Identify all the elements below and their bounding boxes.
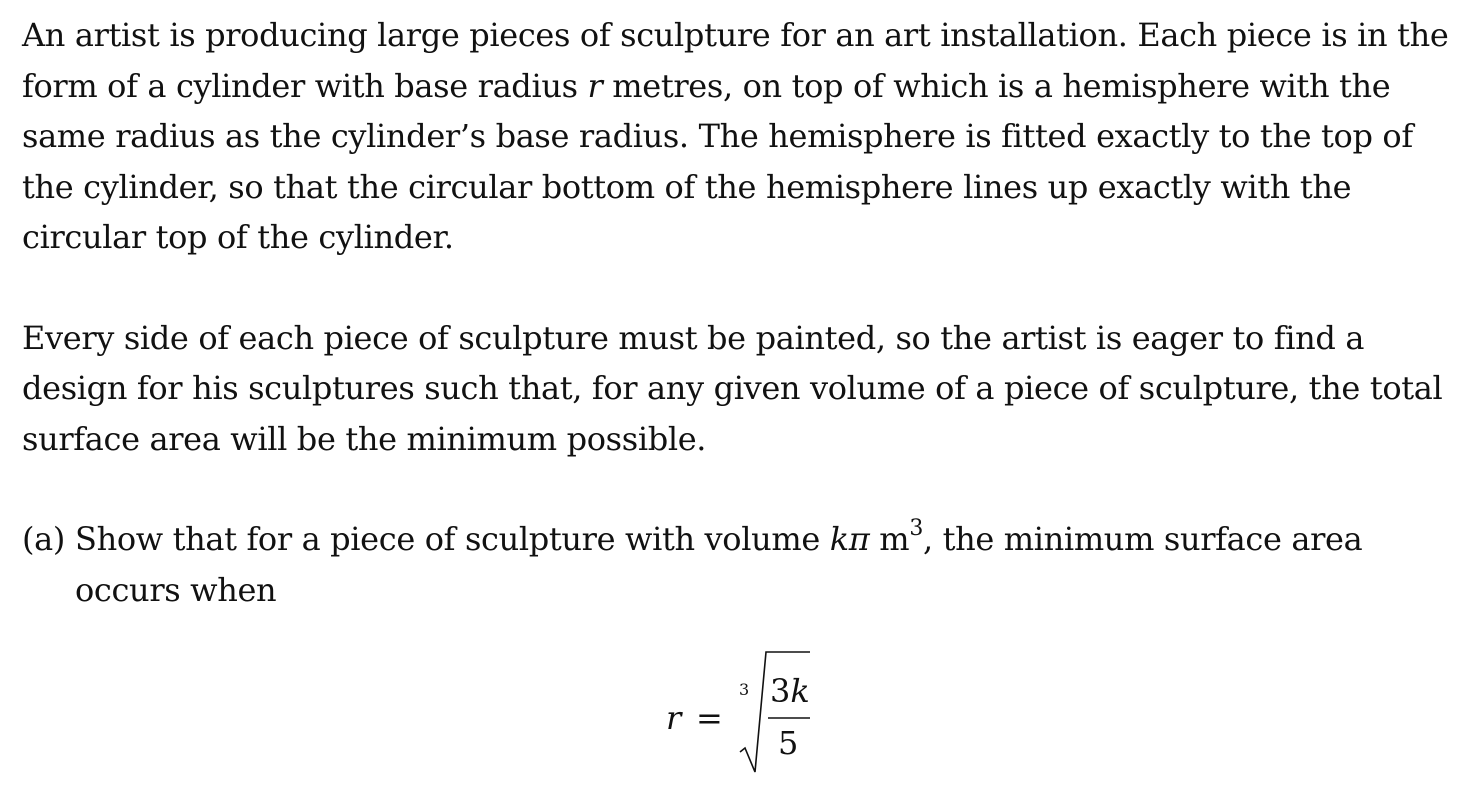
part-a-text-2: , the minimum surface area occurs when <box>75 520 1363 609</box>
part-a-text-1: Show that for a piece of sculpture with volume <box>75 520 830 558</box>
intro-text-part1: An artist is producing large pieces of sculpture for an art installation. Each piece is in the form of a cylinder with base radius <box>22 16 1449 105</box>
radius-variable: r <box>587 66 603 105</box>
part-a-question <box>75 514 1454 615</box>
intro-text-part2: metres, on top of which is a hemisphere with the same radius as the cylinder’s base radius. The hemisphere is fitted exactly to the top of the cylinder, so that the circular bottom of the hemisphere lines up exactly with the circular top of the cylinder. <box>22 66 1413 256</box>
volume-unit-exponent: 3 <box>909 516 923 542</box>
numerator <box>770 672 810 710</box>
numerator-var: k <box>790 672 810 710</box>
numerator-coef: 3 <box>770 672 791 710</box>
painting-paragraph <box>22 313 1454 465</box>
denominator: 5 <box>778 724 799 762</box>
radius-formula <box>660 640 830 780</box>
formula-lhs: r <box>666 699 682 737</box>
part-a-label: (a) <box>22 520 65 558</box>
question-document <box>22 10 1454 615</box>
volume-expression: kπ <box>829 520 870 558</box>
root-index: 3 <box>739 680 750 699</box>
formula-equals: = <box>696 699 723 737</box>
formula-svg <box>660 640 830 780</box>
painting-text: Every side of each piece of sculpture must be painted, so the artist is eager to find a design for his sculptures such that, for any given volume of a piece of sculpture, the total surface area will be the minimum possible. <box>22 318 1443 458</box>
volume-unit: m <box>869 520 910 558</box>
intro-paragraph <box>22 10 1454 263</box>
part-a <box>22 514 1454 615</box>
radical-sign <box>740 652 810 772</box>
